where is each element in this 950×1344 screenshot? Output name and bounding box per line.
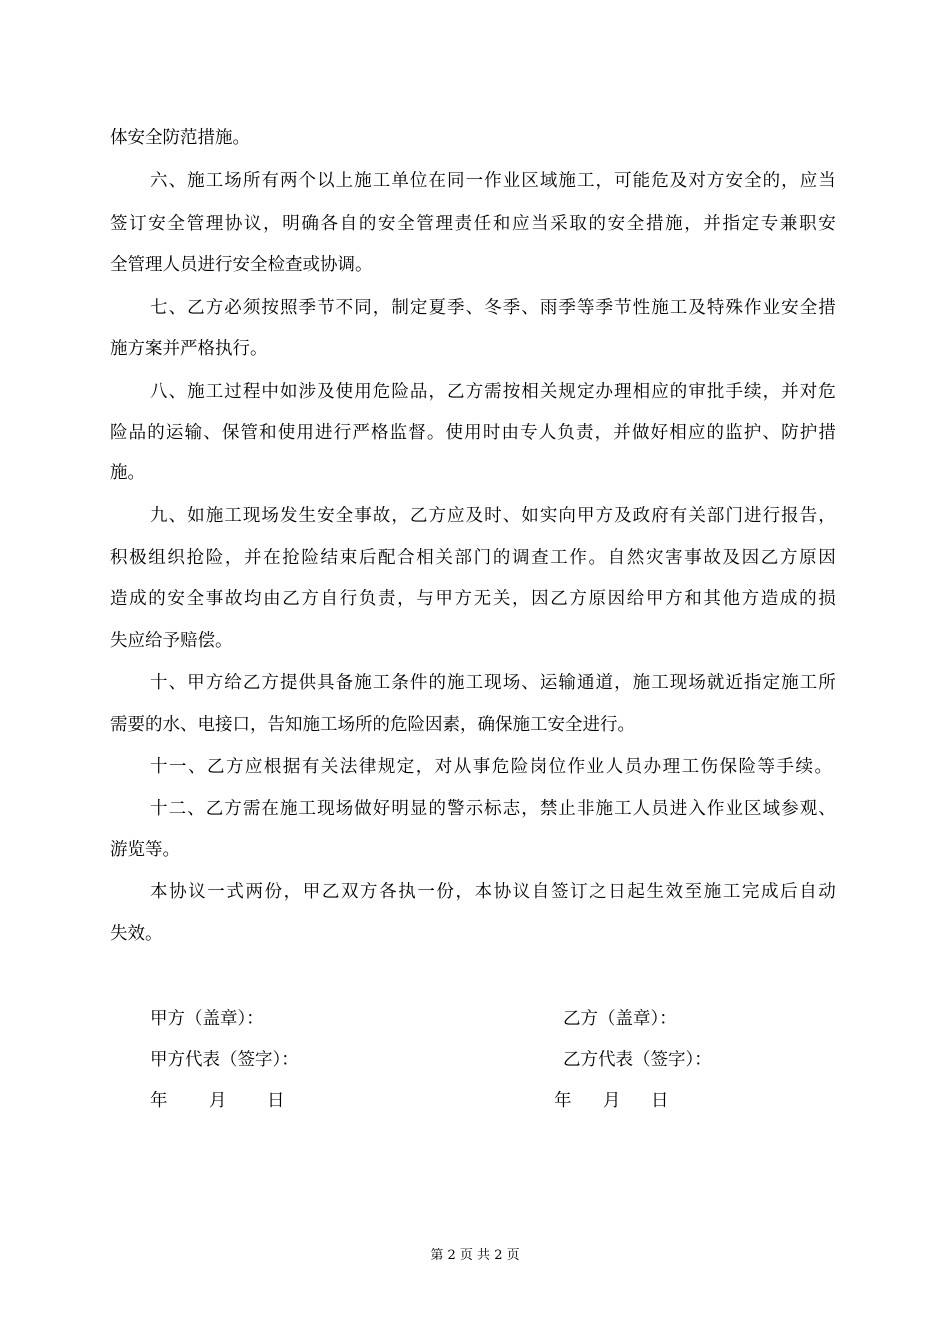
party-b-month-label: 月 bbox=[603, 1091, 621, 1111]
paragraph-line: 七 、 乙 方 必 须 按 照 季 节 不 同 ， 制 定 夏 季 、 冬 季 、 雨 季 等 季 节 性 施 工 及 特 殊 作 业 安 全 措 bbox=[150, 298, 836, 318]
paragraph-line: 全管理人员进行安全检查或协调。 bbox=[110, 255, 373, 275]
party-a-day-label: 日 bbox=[267, 1091, 285, 1111]
paragraph-line: 体安全防范措施。 bbox=[110, 128, 250, 148]
paragraph-line: 九 、 如 施 工 现 场 发 生 安 全 事 故 ， 乙 方 应 及 时 、 如 实 向 甲 方 及 政 府 有 关 部 门 进 行 报 告 ， bbox=[150, 506, 836, 526]
paragraph-line: 十 二 、 乙 方 需 在 施 工 现 场 做 好 明 显 的 警 示 标 志 ， 禁 止 非 施 工 人 员 进 入 作 业 区 域 参 观 、 bbox=[150, 799, 836, 819]
party-a-seal-label: 甲方（盖章）： bbox=[150, 1009, 264, 1029]
paragraph-line: 签 订 安 全 管 理 协 议 ， 明 确 各 自 的 安 全 管 理 责 任 和 应 当 采 取 的 安 全 措 施 ， 并 指 定 专 兼 职 安 bbox=[110, 214, 836, 234]
paragraph-line: 八 、 施 工 过 程 中 如 涉 及 使 用 危 险 品 ， 乙 方 需 按 相 关 规 定 办 理 相 应 的 审 批 手 续 ， 并 对 危 bbox=[150, 382, 836, 402]
paragraph-line: 施方案并严格执行。 bbox=[110, 339, 268, 359]
paragraph-line: 造 成 的 安 全 事 故 均 由 乙 方 自 行 负 责 ， 与 甲 方 无 关 ， 因 乙 方 原 因 给 甲 方 和 其 他 方 造 成 的 损 bbox=[110, 589, 836, 609]
party-b-year-label: 年 bbox=[554, 1091, 572, 1111]
party-b-rep-label: 乙方代表（签字）： bbox=[563, 1050, 712, 1070]
paragraph-line: 本 协 议 一 式 两 份 ， 甲 乙 双 方 各 执 一 份 ， 本 协 议 自 签 订 之 日 起 生 效 至 施 工 完 成 后 自 动 bbox=[150, 882, 836, 902]
paragraph-line: 需要的水、电接口，告知施工场所的危险因素，确保施工安全进行。 bbox=[110, 715, 635, 735]
paragraph-line: 失效。 bbox=[110, 924, 163, 944]
party-a-year-label: 年 bbox=[150, 1091, 168, 1111]
paragraph-line: 失应给予赔偿。 bbox=[110, 631, 233, 651]
party-a-month-label: 月 bbox=[209, 1091, 227, 1111]
paragraph-line: 六 、 施 工 场 所 有 两 个 以 上 施 工 单 位 在 同 一 作 业 区 域 施 工 ， 可 能 危 及 对 方 安 全 的 ， 应 当 bbox=[150, 171, 836, 191]
paragraph-line: 险 品 的 运 输 、 保 管 和 使 用 进 行 严 格 监 督 。 使 用 时 由 专 人 负 责 ， 并 做 好 相 应 的 监 护 、 防 护 措 bbox=[110, 423, 836, 443]
party-b-day-label: 日 bbox=[651, 1091, 669, 1111]
paragraph-line: 施。 bbox=[110, 463, 145, 483]
party-a-rep-label: 甲方代表（签字）： bbox=[150, 1050, 299, 1070]
page-number-footer: 第 2 页 共 2 页 bbox=[430, 1248, 520, 1263]
paragraph-line: 游览等。 bbox=[110, 840, 180, 860]
paragraph-line: 十 一 、 乙 方 应 根 据 有 关 法 律 规 定 ， 对 从 事 危 险 岗 位 作 业 人 员 办 理 工 伤 保 险 等 手 续 。 bbox=[150, 757, 832, 777]
party-b-seal-label: 乙方（盖章）： bbox=[563, 1009, 677, 1029]
paragraph-line: 十 、 甲 方 给 乙 方 提 供 具 备 施 工 条 件 的 施 工 现 场 、 运 输 通 道 ， 施 工 现 场 就 近 指 定 施 工 所 bbox=[150, 673, 836, 693]
paragraph-line: 积 极 组 织 抢 险 ， 并 在 抢 险 结 束 后 配 合 相 关 部 门 的 调 查 工 作 。 自 然 灾 害 事 故 及 因 乙 方 原 因 bbox=[110, 548, 836, 568]
